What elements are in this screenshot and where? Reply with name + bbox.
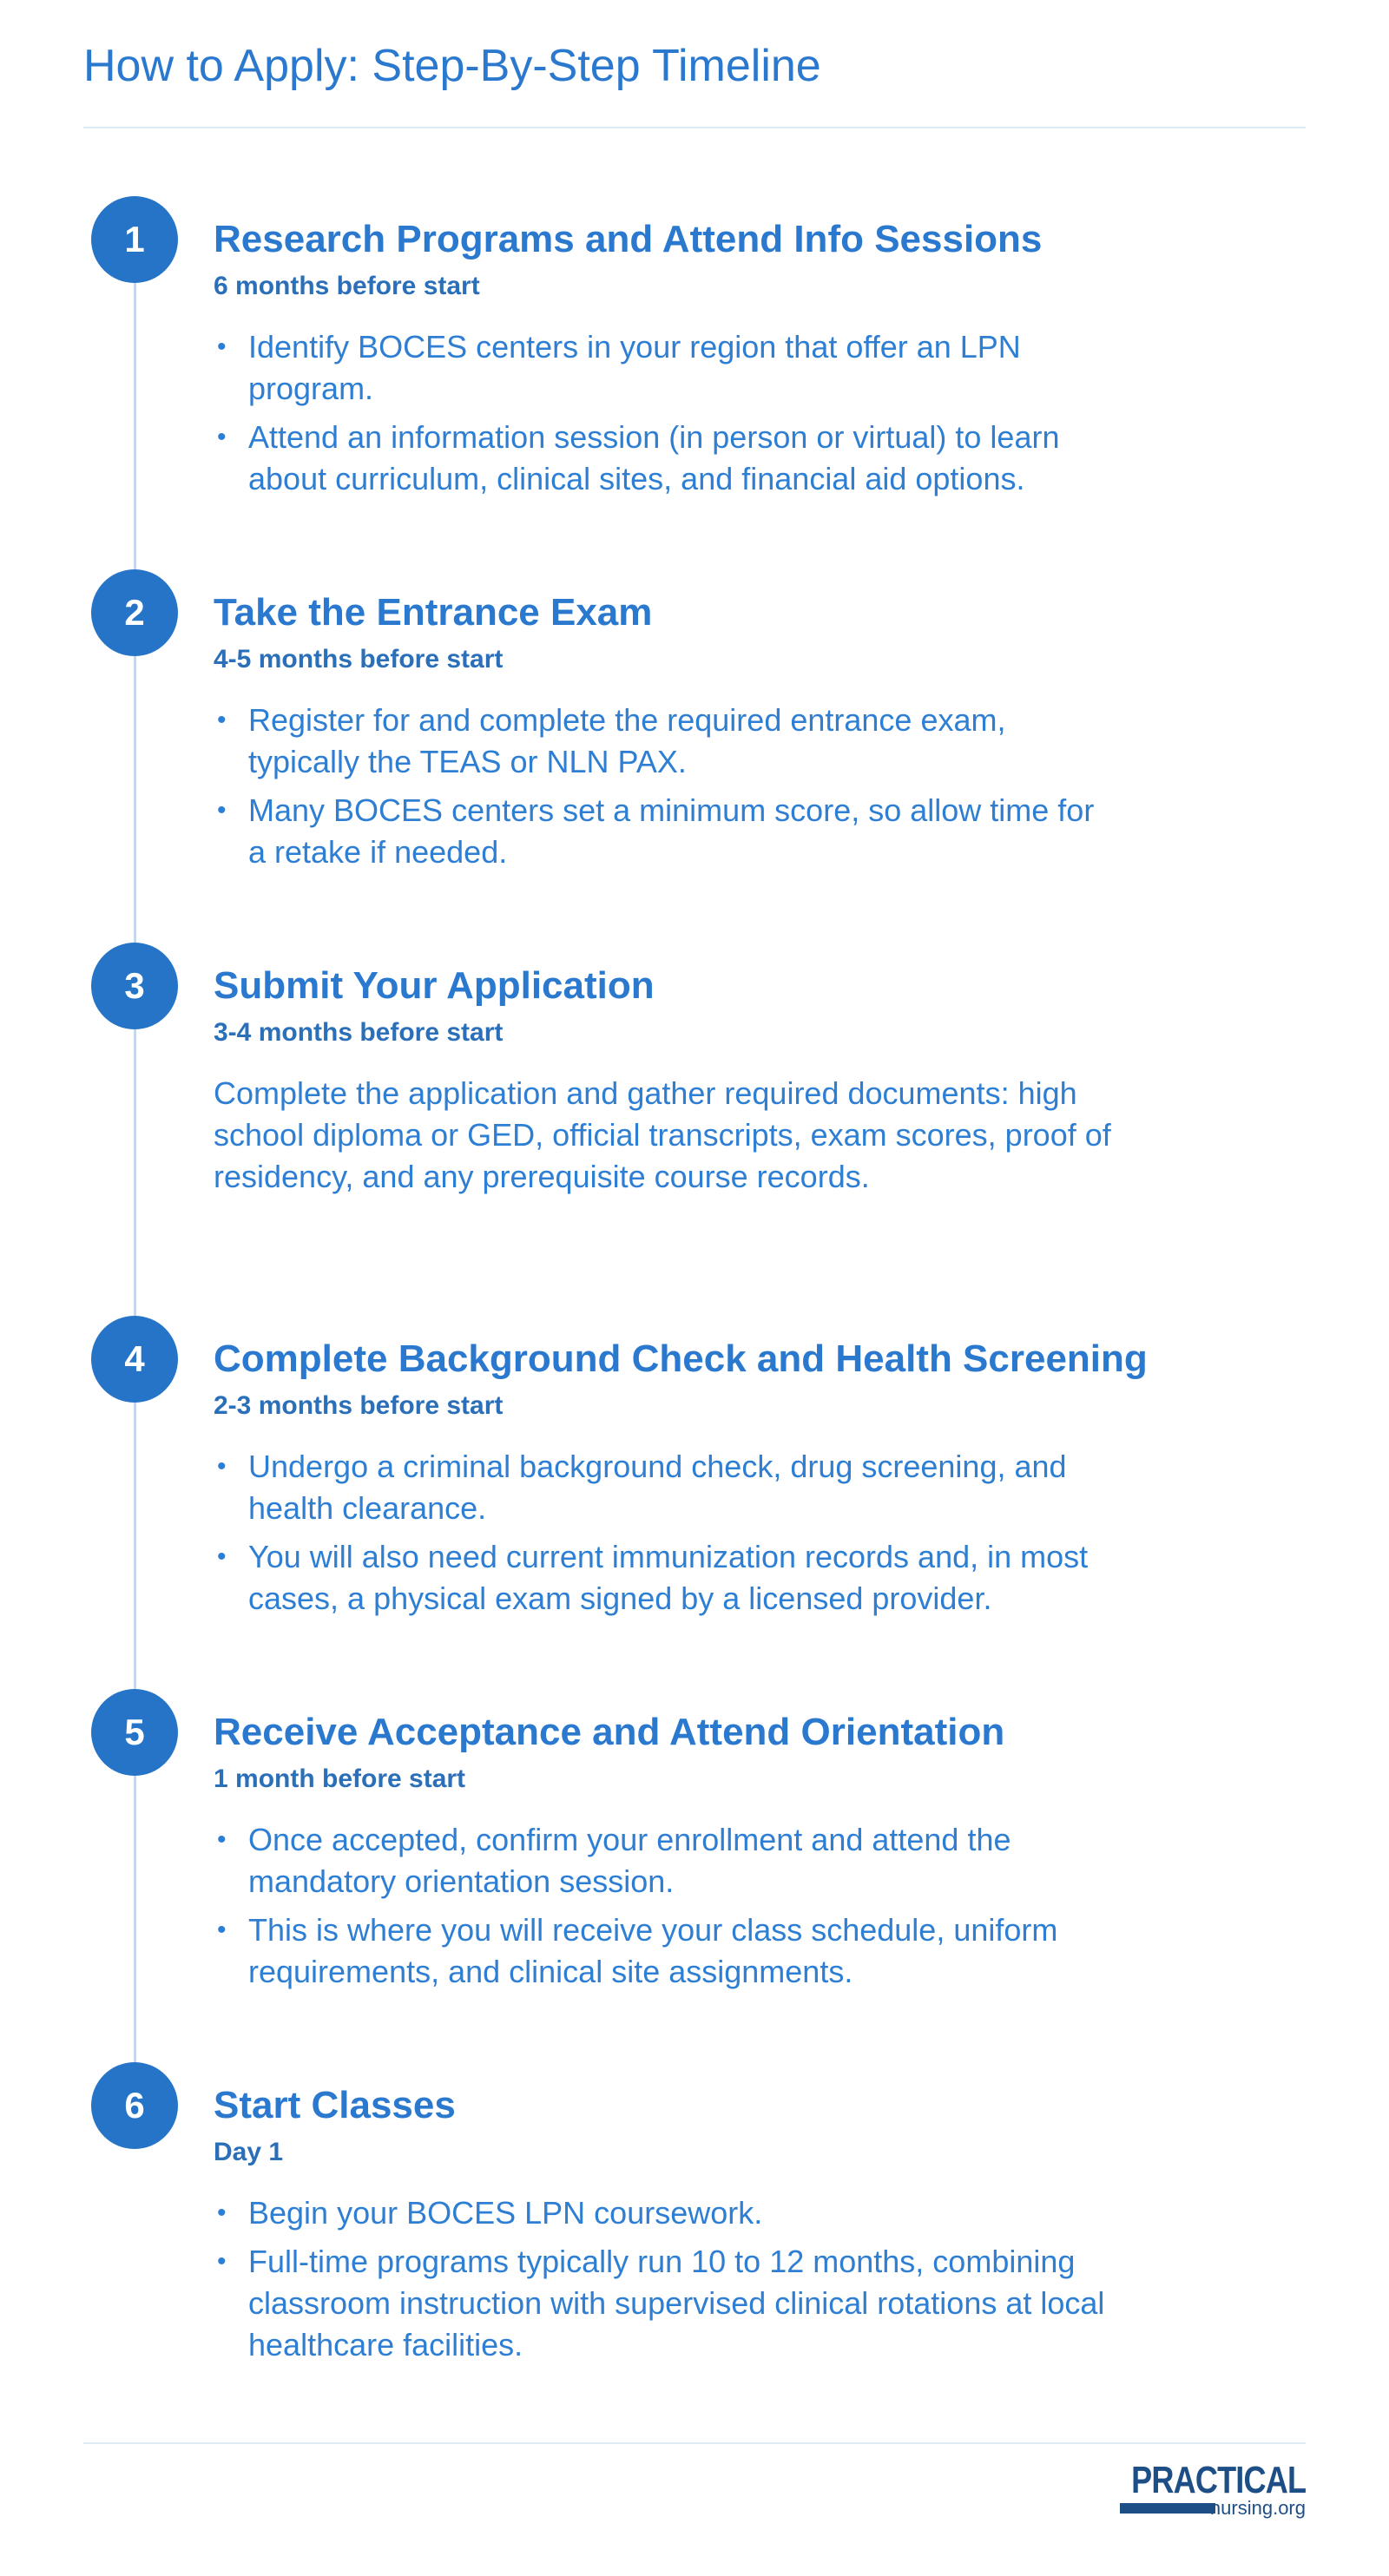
step-title: Submit Your Application [214,964,655,1007]
logo-underline-bar [1120,2503,1215,2514]
step-timing: 2-3 months before start [214,1391,504,1420]
step-timing: 6 months before start [214,272,480,300]
step-body [214,1073,1116,1198]
step-timing: 4-5 months before start [214,645,504,674]
page-title: How to Apply: Step-By-Step Timeline [83,41,821,91]
step-bullet-list [214,1819,1116,1993]
step-bullet-list [214,2192,1116,2366]
step-bullet-list [214,1446,1116,1620]
step-bullet-list [214,700,1116,873]
step-bullet: • Full-time programs typically run 10 to 12 months, combining classroom instruction with supervised clinical rotations at local healthcare facilities. [214,2241,1116,2366]
practical-nursing-logo [1120,2460,1306,2520]
step-title: Take the Entrance Exam [214,591,653,634]
logo-wordmark: PRACTICAL [1130,2459,1306,2501]
step-bullet: • Once accepted, confirm your enrollment and attend the mandatory orientation session. [214,1819,1116,1902]
step-number-badge: 2 [91,569,178,656]
step-body [214,1819,1116,2000]
step-title: Start Classes [214,2084,456,2126]
step-number-badge: 3 [91,943,178,1029]
step-title: Complete Background Check and Health Screening [214,1337,1148,1380]
step-title: Receive Acceptance and Attend Orientation [214,1711,1005,1753]
step-title: Research Programs and Attend Info Sessions [214,218,1043,260]
step-bullet: • Attend an information session (in person or virtual) to learn about curriculum, clinical sites, and financial aid options. [214,417,1116,500]
step-bullet: • Many BOCES centers set a minimum score, so allow time for a retake if needed. [214,790,1116,873]
header-divider [83,127,1306,128]
step-timing: 1 month before start [214,1764,466,1793]
step-bullet: • Register for and complete the required entrance exam, typically the TEAS or NLN PAX. [214,700,1116,783]
step-bullet: • Undergo a criminal background check, drug screening, and health clearance. [214,1446,1116,1529]
step-timing: 3-4 months before start [214,1018,504,1047]
step-bullet-list [214,326,1116,500]
footer-divider [83,2442,1306,2444]
step-timing: Day 1 [214,2138,284,2166]
step-body [214,700,1116,880]
step-bullet: • Identify BOCES centers in your region that offer an LPN program. [214,326,1116,410]
step-number-badge: 4 [91,1316,178,1403]
logo-domain: nursing.org [1209,2497,1306,2519]
step-bullet: • You will also need current immunization records and, in most cases, a physical exam signed by a licensed provider. [214,1536,1116,1620]
step-number-badge: 1 [91,196,178,283]
step-body [214,2192,1116,2373]
step-bullet: • This is where you will receive your class schedule, uniform requirements, and clinical site assignments. [214,1909,1116,1993]
step-bullet: • Begin your BOCES LPN coursework. [214,2192,1116,2234]
step-paragraph: Complete the application and gather required documents: high school diploma or GED, official transcripts, exam scores, proof of residency, and any prerequisite course records. [214,1075,1111,1194]
timeline-line [134,243,136,2109]
step-number-badge: 5 [91,1689,178,1776]
step-body [214,1446,1116,1626]
step-body [214,326,1116,507]
step-number-badge: 6 [91,2062,178,2149]
